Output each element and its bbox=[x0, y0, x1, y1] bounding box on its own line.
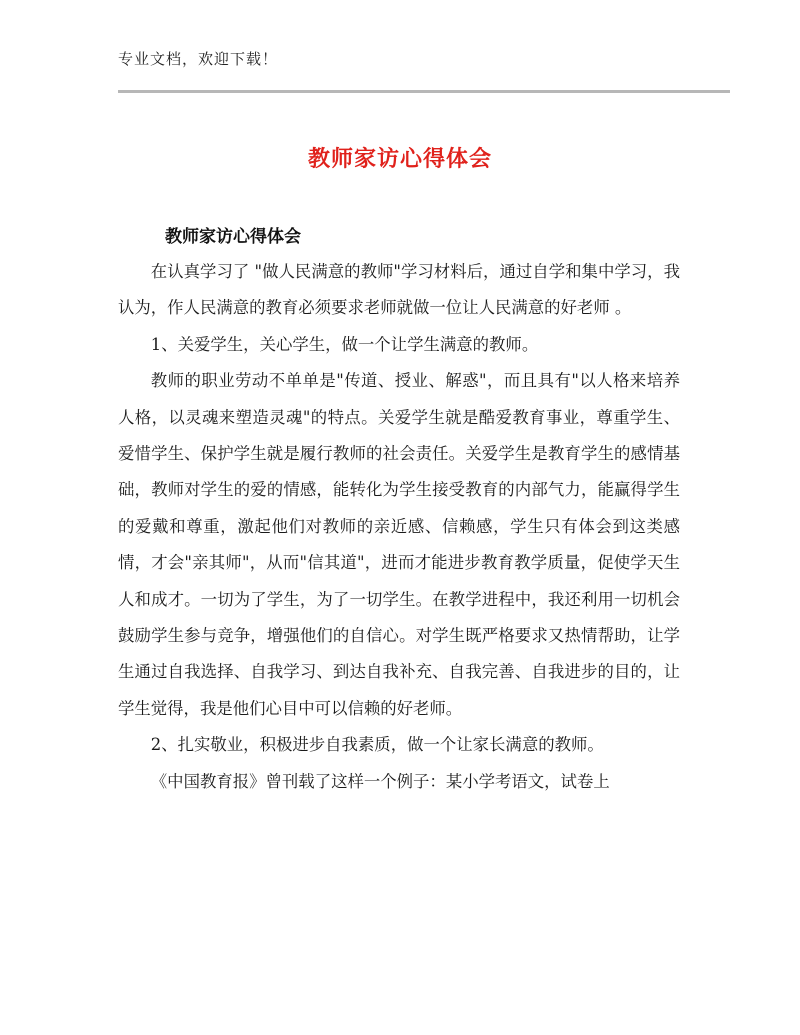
header-note: 专业文档，欢迎下载！ bbox=[118, 50, 279, 68]
document-subtitle: 教师家访心得体会 bbox=[165, 227, 301, 247]
body-paragraph: 教师的职业劳动不单单是"传道、授业、解惑"，而且具有"以人格来培养人格，以灵魂来塑造灵魂"的特点。关爱学生就是酷爱教育事业，尊重学生、爱惜学生、保护学生就是履行教师的社会责任。关爱学生是教育学生的感情基础，教师对学生的爱的情感，能转化为学生接受教育的内部气力，能赢得学生的爱戴和尊重，激起他们对教师的亲近感、信赖感，学生只有体会到这类感情，才会"亲其师"，从而"信其道"，进而才能进步教育教学质量，促使学天生人和成才。一切为了学生，为了一切学生。在教学进程中，我还利用一切机会鼓励学生参与竞争，增强他们的自信心。对学生既严格要求又热情帮助，让学生通过自我选择、自我学习、到达自我补充、自我完善、自我进步的目的，让学生觉得，我是他们心目中可以信赖的好老师。 bbox=[118, 371, 680, 718]
header-divider bbox=[118, 90, 730, 93]
body-paragraph: 《中国教育报》曾刊载了这样一个例子：某小学考语文，试卷上 bbox=[150, 771, 610, 791]
section-heading: 2、扎实敬业，积极进步自我素质，做一个让家长满意的教师。 bbox=[150, 735, 604, 755]
document-body bbox=[118, 254, 680, 800]
document-title: 教师家访心得体会 bbox=[307, 147, 492, 172]
section-heading: 1、关爱学生，关心学生，做一个让学生满意的教师。 bbox=[150, 334, 539, 354]
body-paragraph: 在认真学习了 "做人民满意的教师"学习材料后，通过自学和集中学习，我认为，作人民满意的教育必须要求老师就做一位让人民满意的好老师 。 bbox=[118, 262, 680, 318]
